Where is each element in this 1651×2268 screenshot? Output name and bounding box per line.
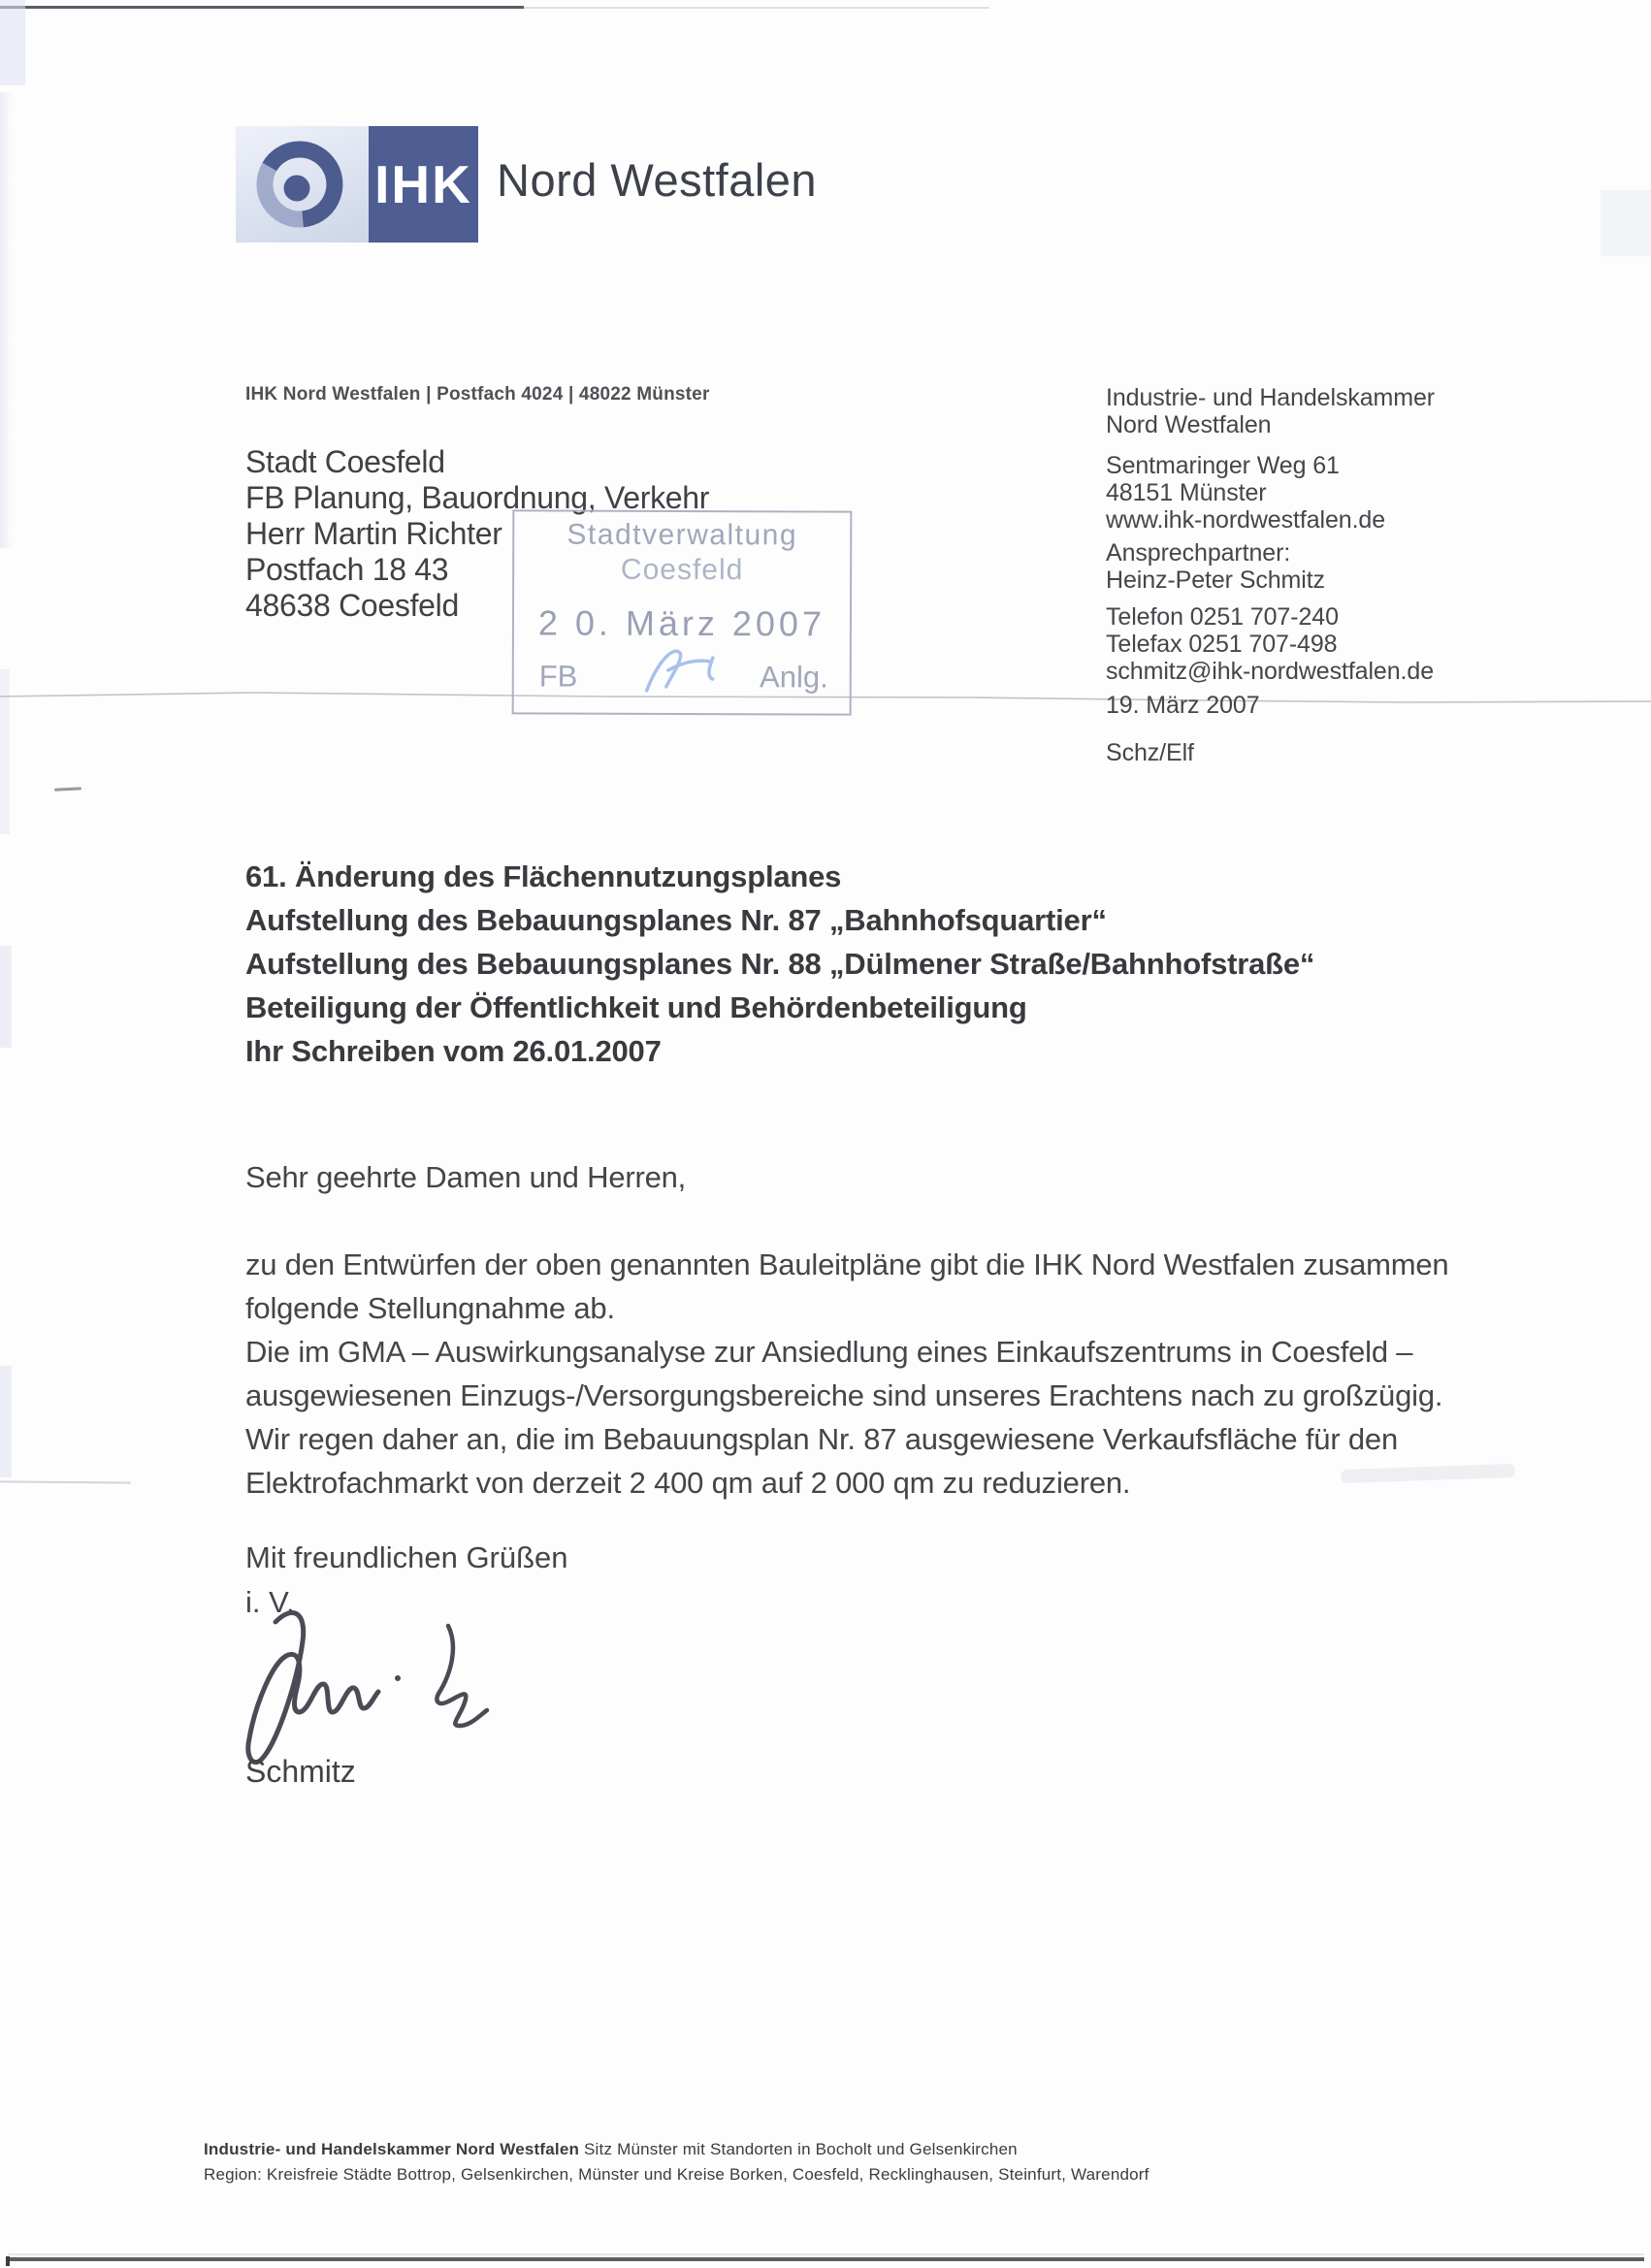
letter-date: 19. März 2007 xyxy=(1106,692,1260,719)
body-text xyxy=(245,1243,1448,1505)
contact-label: Ansprechpartner: xyxy=(1106,539,1291,567)
org-name-line: Nord Westfalen xyxy=(1106,411,1272,438)
org-name-block xyxy=(1106,384,1435,438)
body-line: Elektrofachmarkt von derzeit 2 400 qm auf 2 000 qm zu reduzieren. xyxy=(245,1466,1131,1500)
footer-line-2: Region: Kreisfreie Städte Bottrop, Gelsenkirchen, Münster und Kreise Borken, Coesfeld, Recklinghausen, Steinfurt, Warendorf xyxy=(204,2165,1149,2184)
ihk-logo-text: IHK xyxy=(374,154,472,214)
recipient-line: Herr Martin Richter xyxy=(245,516,502,551)
subject-line: Aufstellung des Bebauungsplanes Nr. 87 „Bahnhofsquartier“ xyxy=(245,903,1107,937)
scan-corner-smudge xyxy=(0,0,25,85)
org-website: www.ihk-nordwestfalen.de xyxy=(1106,506,1386,534)
paper-fold-crease xyxy=(0,1480,131,1483)
scan-edge-tick xyxy=(6,2256,10,2266)
contact-name: Heinz-Peter Schmitz xyxy=(1106,567,1325,594)
body-line: Wir regen daher an, die im Bebauungsplan Nr. 87 ausgewiesene Verkaufsfläche für den xyxy=(245,1422,1398,1456)
stamp-date: 2 0. März 2007 xyxy=(537,602,826,644)
scan-left-smudge xyxy=(0,669,10,834)
org-city: 48151 Münster xyxy=(1106,479,1267,506)
scan-edge-bottom-line-faint xyxy=(8,2253,1644,2255)
stamp-anlg-label: Anlg. xyxy=(760,660,828,695)
scan-left-smudge xyxy=(0,946,12,1048)
footer-org-rest: Sitz Münster mit Standorten in Bocholt und Gelsenkirchen xyxy=(579,2140,1018,2158)
stamp-org-line: Coesfeld xyxy=(620,553,744,587)
recipient-line: FB Planung, Bauordnung, Verkehr xyxy=(245,480,710,515)
receipt-stamp xyxy=(512,509,853,715)
subject-block xyxy=(245,855,1314,1073)
closing-regards: Mit freundlichen Grüßen xyxy=(245,1540,568,1574)
org-street: Sentmaringer Weg 61 xyxy=(1106,452,1340,479)
footer-org-bold: Industrie- und Handelskammer Nord Westfalen xyxy=(204,2140,580,2158)
sender-return-address-line: IHK Nord Westfalen | Postfach 4024 | 48022 Münster xyxy=(245,384,710,405)
recipient-line: Stadt Coesfeld xyxy=(245,444,445,479)
subject-line: Aufstellung des Bebauungsplanes Nr. 88 „Dülmener Straße/Bahnhofstraße“ xyxy=(245,947,1315,981)
subject-line: Beteiligung der Öffentlichkeit und Behördenbeteiligung xyxy=(245,990,1027,1024)
closing-per-procura: i. V. xyxy=(245,1585,295,1619)
stamp-org-line: Stadtverwaltung xyxy=(567,518,798,552)
scan-left-smudge xyxy=(0,1366,12,1477)
fax-line: Telefax 0251 707-498 xyxy=(1106,631,1338,658)
body-line: folgende Stellungnahme ab. xyxy=(245,1291,615,1325)
signature-handwriting xyxy=(215,1603,545,1772)
phone-block xyxy=(1106,603,1434,685)
contact-block xyxy=(1106,539,1325,594)
logo-wordmark: Nord Westfalen xyxy=(497,154,818,206)
recipient-line: Postfach 18 43 xyxy=(245,552,449,587)
scan-left-smudge xyxy=(0,92,13,548)
stamp-handwriting-mark xyxy=(626,636,742,704)
subject-line: 61. Änderung des Flächennutzungsplanes xyxy=(245,859,842,893)
org-address-block xyxy=(1106,452,1385,534)
email-line: schmitz@ihk-nordwestfalen.de xyxy=(1106,658,1434,685)
letter-footer xyxy=(204,2137,1149,2187)
recipient-line: 48638 Coesfeld xyxy=(245,588,459,623)
phone-line: Telefon 0251 707-240 xyxy=(1106,603,1339,631)
body-line: Die im GMA – Auswirkungsanalyse zur Ansiedlung eines Einkaufszentrums in Coesfeld – xyxy=(245,1335,1413,1369)
scan-edge-top-line xyxy=(0,6,524,9)
scan-dash-artifact xyxy=(54,787,81,791)
ihk-swirl-emblem-icon xyxy=(249,134,350,235)
body-line: ausgewiesenen Einzugs-/Versorgungsbereiche sind unseres Erachtens nach zu großzügig. xyxy=(245,1378,1443,1412)
stamp-fb-label: FB xyxy=(538,659,578,694)
scan-right-smudge xyxy=(1601,190,1651,256)
signer-name: Schmitz xyxy=(245,1754,356,1789)
org-name-line: Industrie- und Handelskammer xyxy=(1106,384,1436,411)
body-line: zu den Entwürfen der oben genannten Bauleitpläne gibt die IHK Nord Westfalen zusammen xyxy=(245,1247,1449,1281)
scan-edge-bottom-line xyxy=(8,2257,1644,2261)
reference-code: Schz/Elf xyxy=(1106,739,1194,766)
ihk-logo-panel xyxy=(369,126,478,243)
subject-line: Ihr Schreiben vom 26.01.2007 xyxy=(245,1034,662,1068)
salutation: Sehr geehrte Damen und Herren, xyxy=(245,1160,687,1194)
scan-edge-top-line-faint xyxy=(524,7,989,9)
footer-line-1 xyxy=(204,2137,1149,2162)
ihk-logo-emblem-panel xyxy=(236,126,369,243)
